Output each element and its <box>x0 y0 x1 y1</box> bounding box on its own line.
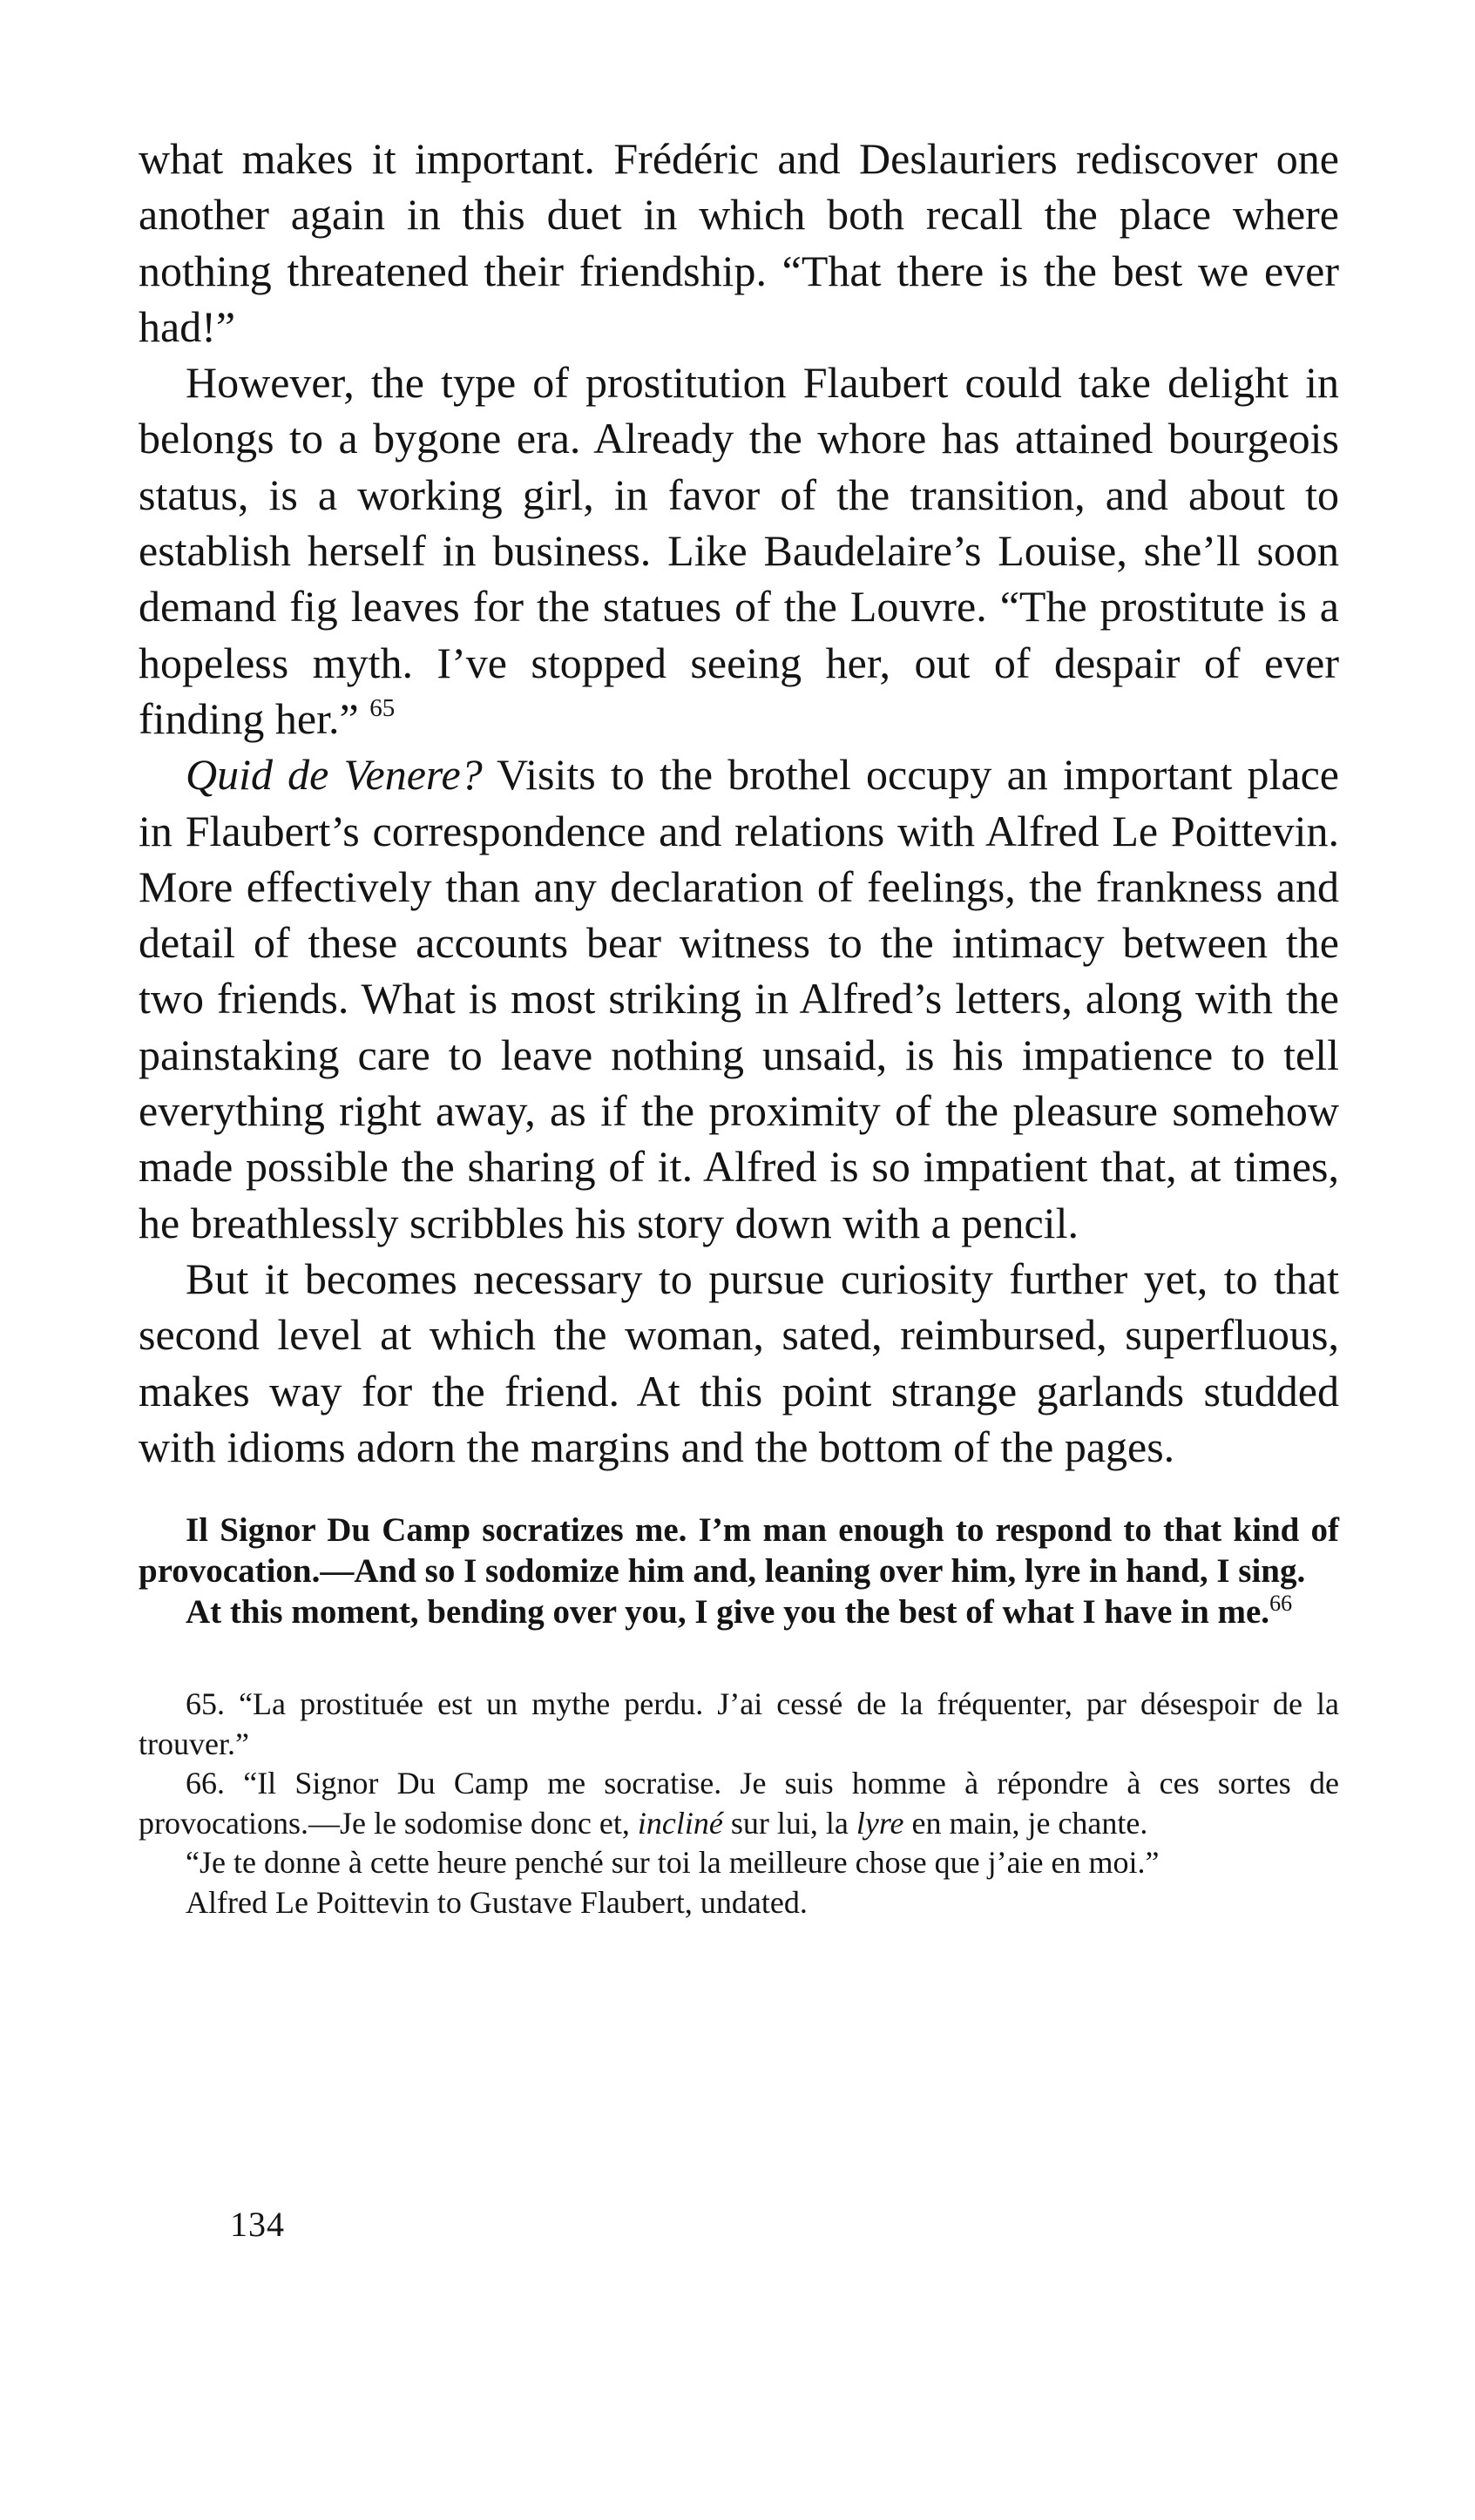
paragraph-4 <box>139 1251 1339 1475</box>
footnote-66-text-a: 66. “Il Signor Du Camp me socratise. Je suis homme à répondre à ces sortes de provocations.—Je le sodomise donc et, <box>139 1766 1339 1841</box>
page-content <box>139 131 1339 1922</box>
footnote-attribution: Alfred Le Poittevin to Gustave Flaubert, undated. <box>186 1884 808 1920</box>
footnote-ref-66: 66 <box>1269 1591 1293 1617</box>
paragraph-3 <box>139 747 1339 1251</box>
page-number: 134 <box>230 2205 285 2244</box>
footnote-66-italic-2: lyre <box>856 1805 904 1841</box>
footnote-66-text-b: sur lui, la <box>722 1805 856 1841</box>
paragraph-1 <box>139 131 1339 355</box>
paragraph-2-text: However, the type of prostitution Flaubert could take delight in belongs to a bygone era. Already the whore has attained bourgeois status, is a working girl, in favor of the transition, and about to establish herself in business. Like Baudelaire’s Louise, she’ll soon demand fig leaves for the statues of the Louvre. “The prostitute is a hopeless myth. I’ve stopped seeing her, out of despair of ever finding her.” <box>139 358 1339 743</box>
quote-line-1: Il Signor Du Camp socratizes me. I’m man enough to respond to that kind of provocation.—And so I sodomize him and, leaning over him, lyre in hand, I sing. <box>139 1511 1339 1591</box>
paragraph-4-text: But it becomes necessary to pursue curiosity further yet, to that second level at which the woman, sated, reimbursed, superfluous, makes way for the friend. At this point strange garlands studded with idioms adorn the margins and the bottom of the pages. <box>139 1253 1339 1471</box>
quote-line-2 <box>139 1591 1339 1632</box>
quote-line-2-text: At this moment, bending over you, I give you the best of what I have in me. <box>186 1593 1270 1632</box>
footnote-66-continued: “Je te donne à cette heure penché sur toi la meilleure chose que j’aie en moi.” <box>186 1845 1160 1881</box>
footnote-66-italic-1: incliné <box>637 1805 723 1841</box>
block-quote <box>139 1510 1339 1632</box>
footnote-66 <box>139 1764 1339 1843</box>
paragraph-2 <box>139 355 1339 747</box>
footnotes <box>139 1685 1339 1922</box>
paragraph-3-text: Visits to the brothel occupy an important place in Flaubert’s correspondence and relations with Alfred Le Poittevin. More effectively than any declaration of feelings, the frankness and detail of these accounts bear witness to the intimacy between the two friends. What is most striking in Alfred’s letters, along with the painstaking care to leave nothing unsaid, is his impatience to tell everything right away, as if the proximity of the pleasure somehow made possible the sharing of it. Alfred is so impatient that, at times, he breathlessly scribbles his story down with a pencil. <box>139 750 1339 1247</box>
footnote-66-text-c: en main, je chante. <box>903 1805 1148 1841</box>
footnote-65: 65. “La prostituée est un mythe perdu. J’ai cessé de la fréquenter, par désespoir de la trouver.” <box>139 1686 1339 1761</box>
footnote-ref-65: 65 <box>369 693 396 722</box>
paragraph-1-text: what makes it important. Frédéric and Deslauriers rediscover one another again in this duet in which both recall the place where nothing threatened their friendship. “That there is the best we ever had!” <box>139 134 1339 351</box>
paragraph-3-italic: Quid de Venere? <box>186 750 483 800</box>
main-text <box>139 131 1339 1475</box>
